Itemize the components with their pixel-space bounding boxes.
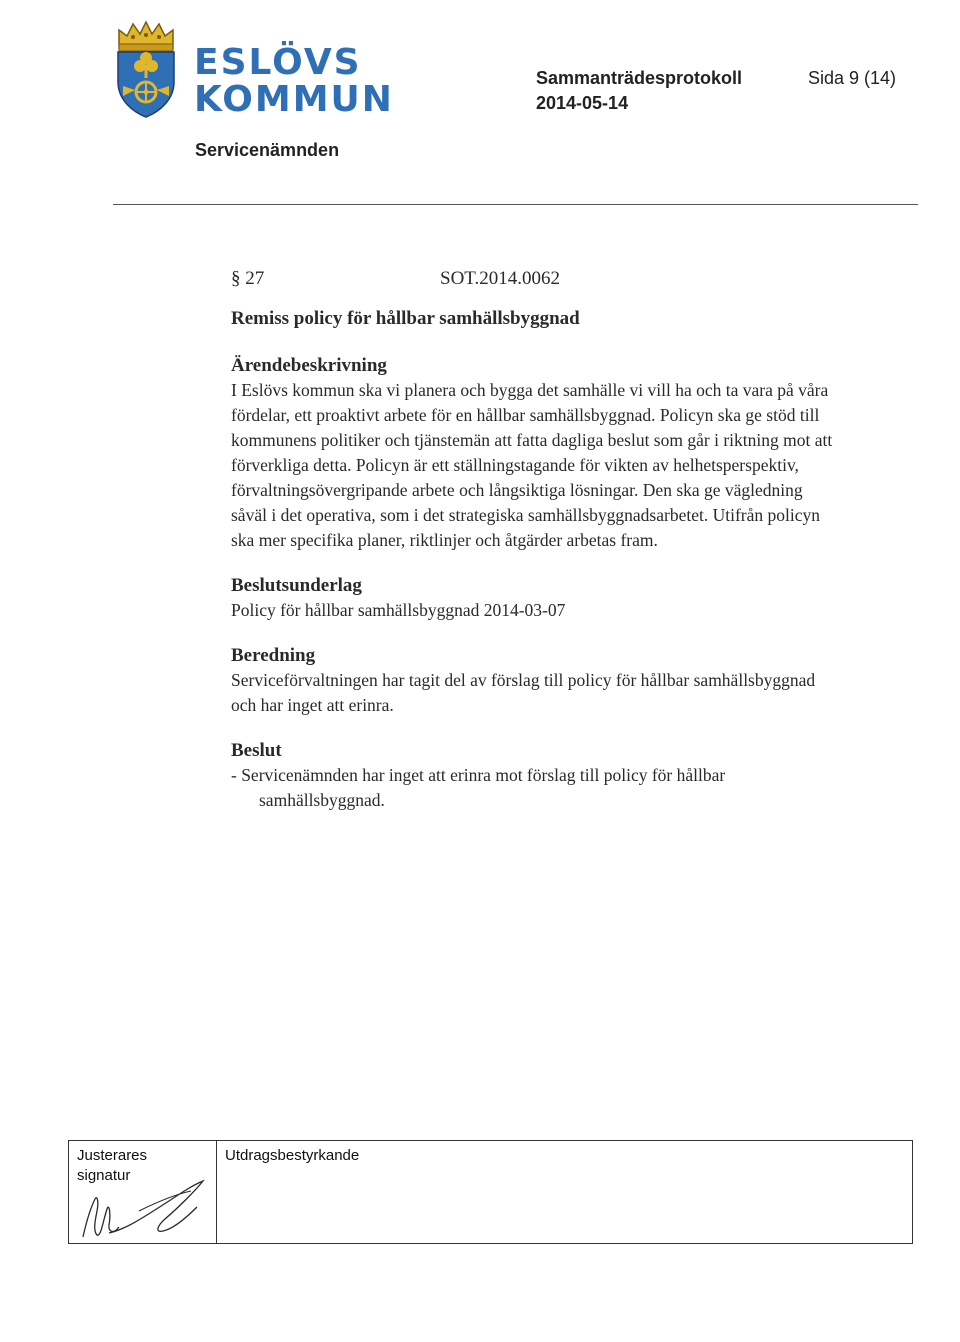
municipality-logo-text (194, 44, 394, 118)
extract-certification-label: Utdragsbestyrkande (225, 1147, 360, 1164)
document-type: Sammanträdesprotokoll (536, 68, 743, 88)
basis-text: Policy för hållbar samhällsbyggnad 2014-03-07 (231, 600, 566, 620)
case-reference: SOT.2014.0062 (440, 268, 560, 289)
adjuster-label-line-2: signatur (77, 1167, 131, 1184)
adjuster-signature-cell (69, 1141, 217, 1243)
preparation-text: Serviceförvaltningen har tagit del av förslag till policy för hållbar samhällsbyggnad och har inget att erinra. (231, 670, 816, 715)
paragraph-number: § 27 (231, 268, 265, 289)
adjuster-label-line-1: Justerares (77, 1147, 148, 1164)
logo-line-1: ESLÖVS (194, 42, 362, 83)
logo-line-2: KOMMUN (194, 79, 394, 120)
item-title: Remiss policy för hållbar samhällsbyggnad (231, 308, 580, 329)
description-text: I Eslövs kommun ska vi planera och bygga det samhälle vi vill ha och ta vara på våra fördelar, ett proaktivt arbete för en hållbar samhällsbyggnad. Policyn ska ge stöd till kommunens politiker och tjänstemän att fatta dagliga beslut som går i riktning mot att förverkliga detta. Policyn är ett ställningstagande för vikten av helhetsperspektiv, förvaltningsövergripande arbete och långsiktiga lösningar. Den ska ge vägledning såväl i det operativa, som i det strategiska samhällsbyggnadsarbetet. Utifrån policyn ska mer specifika planer, riktlinjer och åtgärder arbetas fram. (231, 380, 833, 550)
decision-heading: Beslut (231, 740, 282, 761)
description-heading: Ärendebeskrivning (231, 355, 387, 376)
header-divider (113, 204, 918, 205)
board-name: Servicenämnden (195, 140, 340, 160)
municipality-crest-icon (113, 20, 179, 118)
decision-text: - Servicenämnden har inget att erinra mot förslag till policy för hållbar samhällsbyggnad. (231, 765, 726, 810)
extract-certification-cell (217, 1141, 912, 1243)
meeting-date: 2014-05-14 (536, 93, 629, 113)
preparation-heading: Beredning (231, 645, 316, 666)
handwritten-signature-icon (69, 1141, 217, 1243)
document-body (231, 306, 841, 813)
signature-box (68, 1140, 913, 1244)
page-number: Sida 9 (14) (808, 68, 897, 88)
basis-heading: Beslutsunderlag (231, 575, 362, 596)
